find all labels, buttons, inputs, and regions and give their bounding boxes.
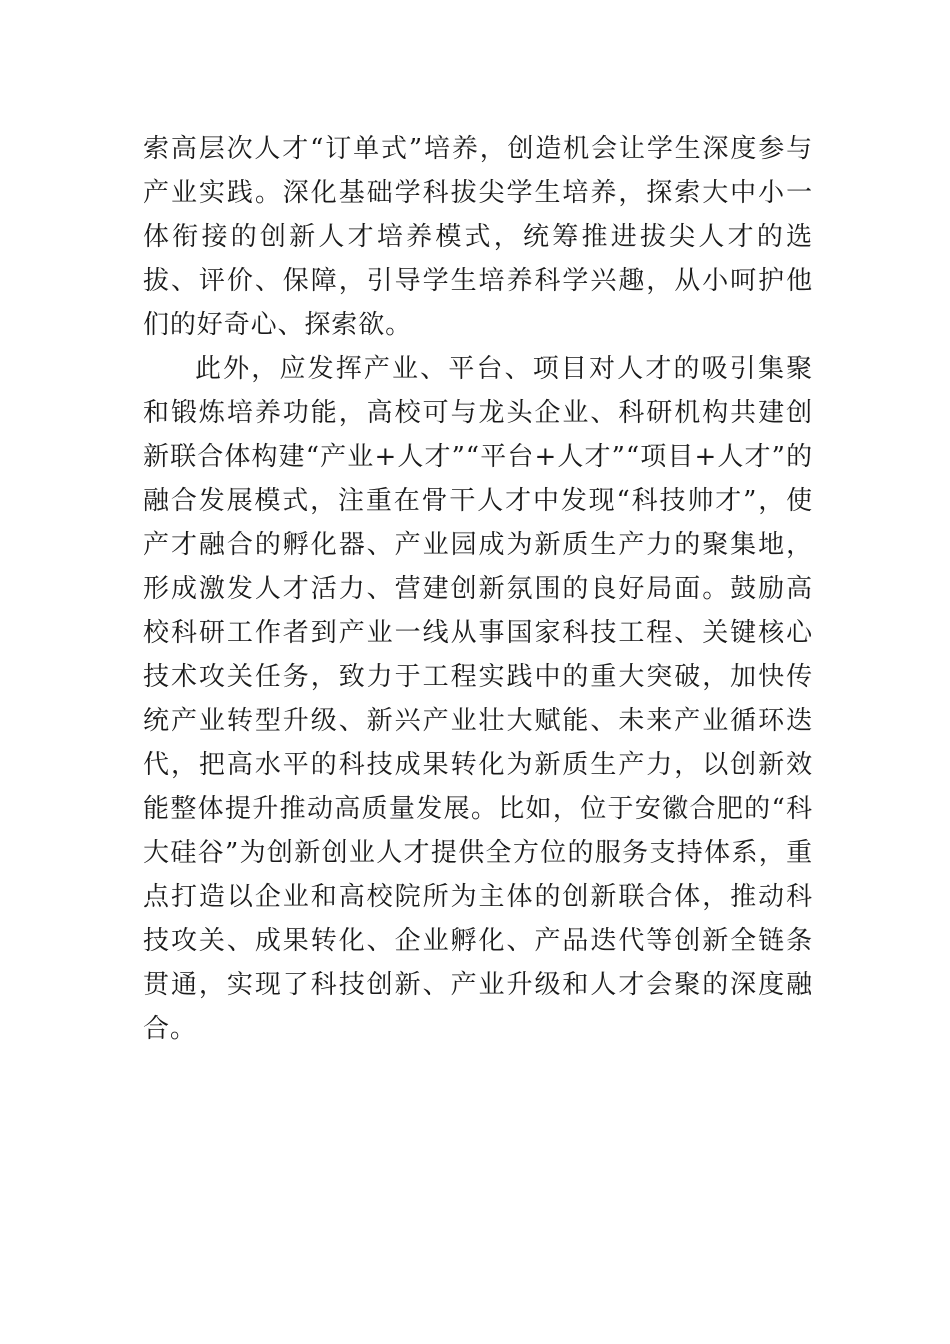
paragraph-continuation: 索高层次人才“订单式”培养，创造机会让学生深度参与产业实践。深化基础学科拔尖学生培养，探索大中小一体衔接的创新人才培养模式，统筹推进拔尖人才的选拔、评价、保障，引导学生培养科学兴趣，从小呵护他们的好奇心、探索欲。	[143, 134, 813, 340]
document-body	[143, 127, 813, 1051]
paragraph-main: 此外，应发挥产业、平台、项目对人才的吸引集聚和锻炼培养功能，高校可与龙头企业、科研机构共建创新联合体构建“产业+人才”“平台+人才”“项目+人才”的融合发展模式，注重在骨干人才中发现“科技帅才”，使产才融合的孵化器、产业园成为新质生产力的聚集地，形成激发人才活力、营建创新氛围的良好局面。鼓励高校科研工作者到产业一线从事国家科技工程、关键核心技术攻关任务，致力于工程实践中的重大突破，加快传统产业转型升级、新兴产业壮大赋能、未来产业循环迭代，把高水平的科技成果转化为新质生产力，以创新效能整体提升推动高质量发展。比如，位于安徽合肥的“科大硅谷”为创新创业人才提供全方位的服务支持体系，重点打造以企业和高校院所为主体的创新联合体，推动科技攻关、成果转化、企业孵化、产品迭代等创新全链条贯通，实现了科技创新、产业升级和人才会聚的深度融合。	[143, 354, 813, 1044]
